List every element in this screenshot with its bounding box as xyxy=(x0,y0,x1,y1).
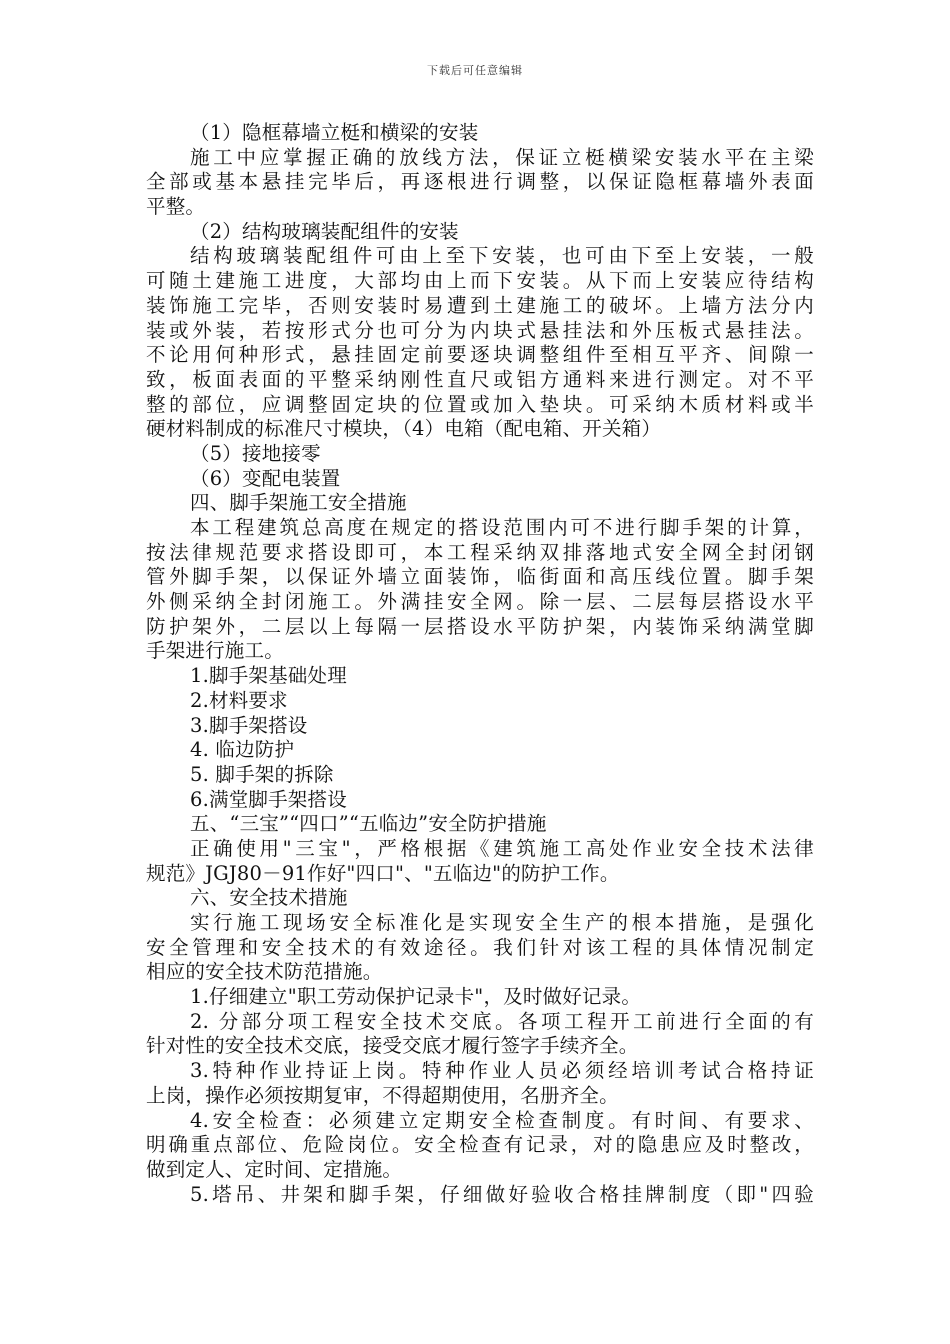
text-line: 管外脚手架，以保证外墙立面装饰，临街面和高压线位置。脚手架 xyxy=(146,565,814,589)
text-line: 硬材料制成的标准尺寸模块，（4）电箱（配电箱、开关箱） xyxy=(146,417,662,441)
text-line: 外侧采纳全封闭施工。外满挂安全网。除一层、二层每层搭设水平 xyxy=(146,590,814,614)
document-body xyxy=(146,121,814,1207)
text-line: （6）变配电装置 xyxy=(190,466,341,490)
text-line: 整的部位，应调整固定块的位置或加入垫块。可采纳木质材料或半 xyxy=(146,392,814,416)
text-line: 2. 分部分项工程安全技术交底。各项工程开工前进行全面的有 xyxy=(190,1009,814,1033)
text-line: 4.安全检查：必须建立定期安全检查制度。有时间、有要求、 xyxy=(190,1108,814,1132)
text-line: 不论用何种形式，悬挂固定前要逐块调整组件至相互平齐、间隙一 xyxy=(146,343,814,367)
text-line: 致，板面表面的平整采纳刚性直尺或铝方通料来进行测定。对不平 xyxy=(146,367,814,391)
text-line: 做到定人、定时间、定措施。 xyxy=(146,1157,403,1181)
page-header: 下载后可任意编辑 xyxy=(427,64,523,77)
text-line: 防护架外，二层以上每隔一层搭设水平防护架，内装饰采纳满堂脚 xyxy=(146,614,814,638)
text-line: 针对性的安全技术交底，接受交底才履行签字手续齐全。 xyxy=(146,1034,639,1058)
text-line: 明确重点部位、危险岗位。安全检查有记录，对的隐患应及时整改， xyxy=(146,1133,814,1157)
text-line: 本工程建筑总高度在规定的搭设范围内可不进行脚手架的计算， xyxy=(190,516,814,539)
text-line: （5）接地接零 xyxy=(190,441,321,465)
text-line: 五、“三宝”“四口”“五临边”安全防护措施 xyxy=(190,812,547,836)
text-line: 6.满堂脚手架搭设 xyxy=(190,787,347,811)
text-line: 5.塔吊、井架和脚手架，仔细做好验收合格挂牌制度（即"四验 xyxy=(190,1182,814,1206)
text-line: 3.特种作业持证上岗。特种作业人员必须经培训考试合格持证 xyxy=(190,1059,814,1083)
text-line: 施工中应掌握正确的放线方法，保证立梃横梁安装水平在主梁 xyxy=(190,145,814,169)
text-line: 平整。 xyxy=(146,195,206,219)
text-line: （2）结构玻璃装配组件的安装 xyxy=(190,219,459,243)
text-line: （1）隐框幕墙立梃和横梁的安装 xyxy=(190,121,479,144)
text-line: 规范》JGJ80－91作好"四口"、"五临边"的防护工作。 xyxy=(146,861,620,885)
text-line: 结构玻璃装配组件可由上至下安装，也可由下至上安装，一般 xyxy=(190,244,814,268)
text-line: 六、安全技术措施 xyxy=(190,886,348,910)
text-line: 上岗，操作必须按期复审，不得超期使用，名册齐全。 xyxy=(146,1083,619,1107)
text-line: 安全管理和安全技术的有效途径。我们针对该工程的具体情况制定 xyxy=(146,935,814,959)
text-line: 相应的安全技术防范措施。 xyxy=(146,960,383,984)
text-line: 按法律规范要求搭设即可，本工程采纳双排落地式安全网全封闭钢 xyxy=(146,540,814,564)
text-line: 装饰施工完毕，否则安装时易遭到土建施工的破坏。上墙方法分内 xyxy=(146,293,814,317)
text-line: 四、脚手架施工安全措施 xyxy=(190,491,407,515)
text-line: 2.材料要求 xyxy=(190,688,288,712)
text-line: 正确使用"三宝"，严格根据《建筑施工高处作业安全技术法律 xyxy=(190,836,814,860)
text-line: 4. 临边防护 xyxy=(190,738,295,762)
text-line: 5. 脚手架的拆除 xyxy=(190,762,334,786)
text-line: 实行施工现场安全标准化是实现安全生产的根本措施，是强化 xyxy=(190,911,814,934)
text-line: 装或外装，若按形式分也可分为内块式悬挂法和外压板式悬挂法。 xyxy=(146,318,814,342)
text-line: 1.脚手架基础处理 xyxy=(190,664,347,688)
text-line: 全部或基本悬挂完毕后，再逐根进行调整，以保证隐框幕墙外表面 xyxy=(146,170,814,194)
text-line: 3.脚手架搭设 xyxy=(190,713,308,737)
text-line: 手架进行施工。 xyxy=(146,639,284,663)
text-line: 1.仔细建立"职工劳动保护记录卡"，及时做好记录。 xyxy=(190,985,642,1009)
text-line: 可随土建施工进度，大部均由上而下安装。从下而上安装应待结构 xyxy=(146,269,814,293)
